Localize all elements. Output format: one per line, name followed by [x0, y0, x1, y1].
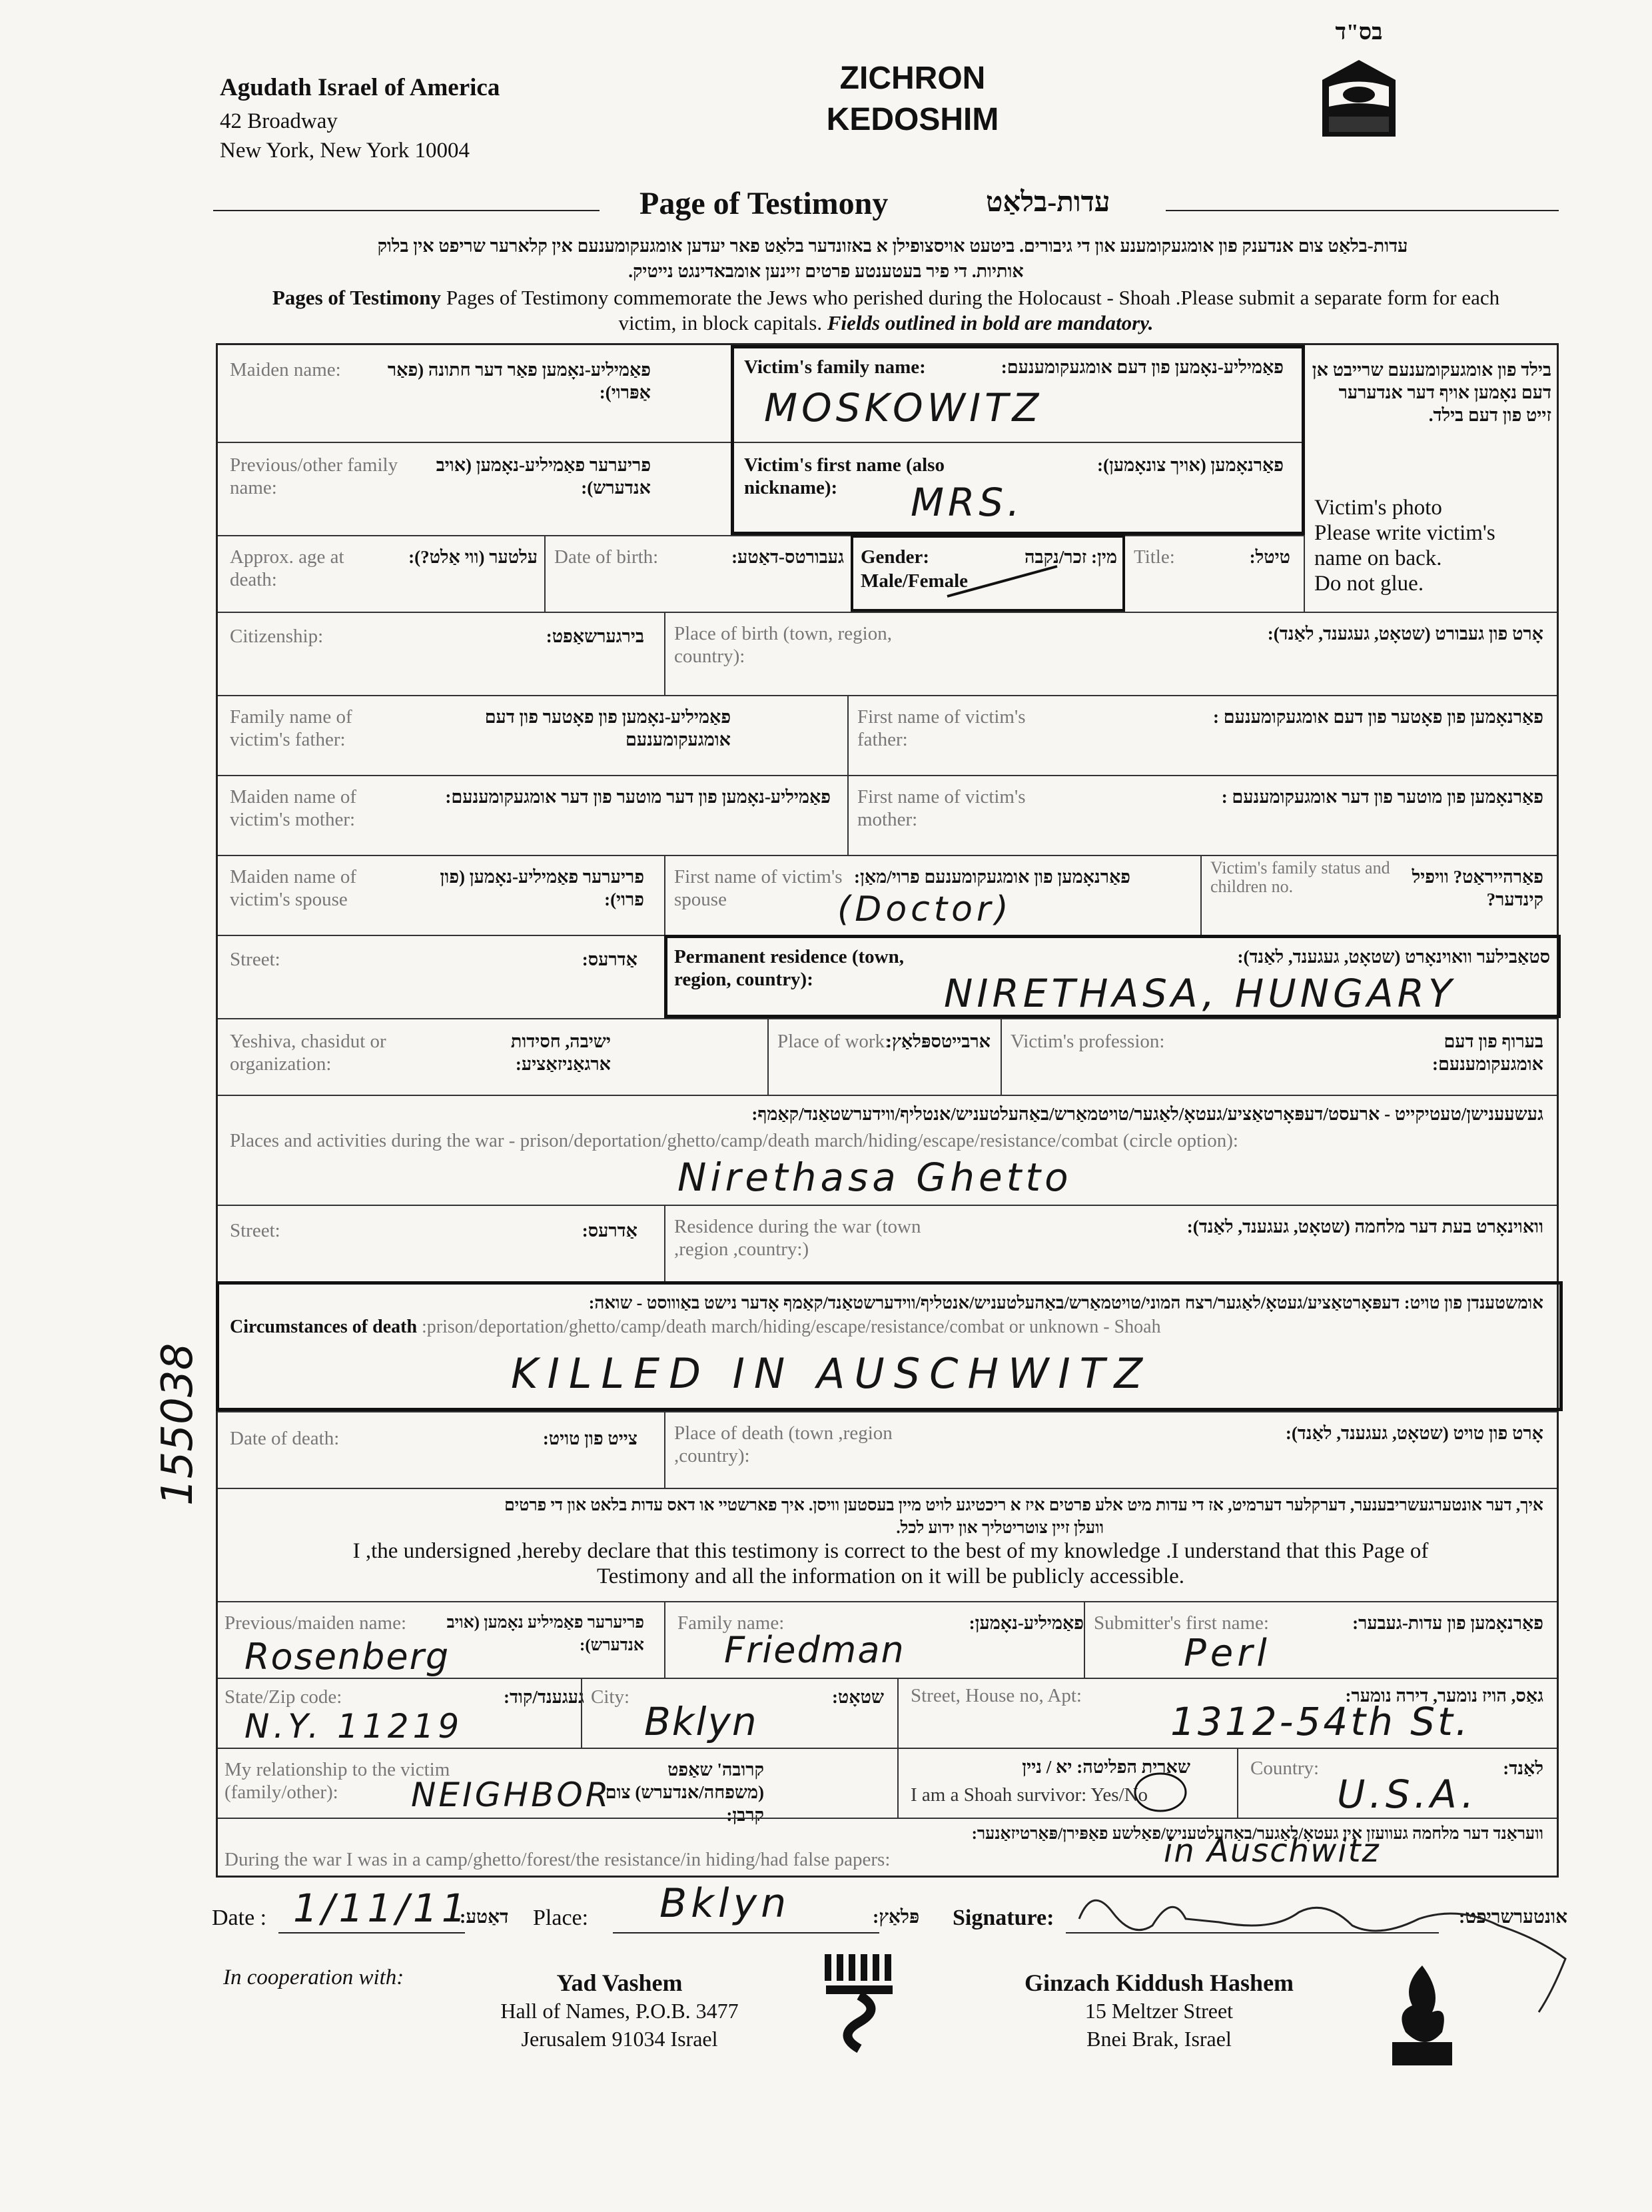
- yad-vashem-block: [466, 1969, 773, 2053]
- yv-addr1: Hall of Names, P.O.B. 3477: [500, 1999, 739, 2023]
- country-value[interactable]: U.S.A.: [1337, 1772, 1478, 1817]
- place-value[interactable]: Bklyn: [659, 1880, 791, 1927]
- status-label: Victim's family status and children no.: [1210, 858, 1390, 896]
- place-underline: [613, 1932, 879, 1934]
- city-label: City:: [591, 1686, 630, 1708]
- photo-cell[interactable]: [1304, 345, 1561, 612]
- row-declaration: [218, 1488, 1557, 1601]
- country-label-he: לאַנד:: [1503, 1758, 1543, 1778]
- mandatory-name-box: [731, 345, 1305, 535]
- street-label: Street:: [230, 949, 280, 970]
- mandatory-residence-box: [664, 935, 1561, 1018]
- row-submitter-address: [218, 1678, 1557, 1748]
- declaration-he-1: איך, דער אונטערגעשריבענער, דערקלער דערמיט, אז די עדות מיט אלע פרטים איז א ריכטיגע לויט מיין בעסטען וויסן. איך פארשטיי או דאס עדות בלאט און די פרטים: [504, 1496, 1543, 1514]
- family-name-label: Victim's family name:: [744, 356, 926, 378]
- row-mother: [218, 775, 1557, 855]
- signature-label-he: אונטערשריפט:: [1459, 1907, 1568, 1928]
- work-label-he: ארבייטספּלאַץ:: [885, 1031, 991, 1051]
- dob-label-he: געבורטס-דאַטע:: [731, 547, 844, 567]
- org-address-line1: 42 Broadway: [220, 109, 338, 133]
- death-circ-label: Circumstances of death :prison/deportation/ghetto/camp/death march/hiding/escape/resistance/combat or unknown - Shoah: [230, 1317, 1161, 1337]
- spouse-first-value[interactable]: (Doctor): [837, 889, 1013, 929]
- war-places-value[interactable]: Nirethasa Ghetto: [677, 1155, 1072, 1200]
- profession-label-he: בערוף פון דעם אומגעקומענעם:: [1432, 1031, 1543, 1074]
- state-label: State/Zip code:: [224, 1686, 342, 1708]
- intro-yiddish-1: עדות-בלאַט צום אנדענק פון אומגעקומענע און די גיבורים. ביטעט אויסצופילן א באזונדער בלאַט פאר יעדען אומגעקומענעם אין קלארער שריפט אין בלוק: [377, 236, 1408, 256]
- war-places-label-he: געשעענישן/טעטיקייט - ארעסט/דעפּאָרטאַציע/געטאָ/לאַגער/טויטמאַרש/באַהעלטעניש/אנטליף/ווידערשטאַנד/קאַמף:: [751, 1104, 1543, 1124]
- ginzach-block: [986, 1969, 1332, 2053]
- maiden-name-label: Maiden name:: [230, 359, 341, 380]
- mother-maiden-label: Maiden name of victim's mother:: [230, 786, 357, 830]
- place-label: Place:: [533, 1906, 589, 1930]
- pob-label: Place of birth (town, region, country):: [674, 623, 892, 667]
- title-rule-left: [213, 210, 600, 211]
- bsd-mark: בס"ד: [1335, 20, 1383, 45]
- intro-yiddish-2: אותיות. די פיר בעטענטע פרטים זיינען אומבאדינגט נייטיק.: [628, 261, 1024, 281]
- pod-label: Place of death (town ,region ,country):: [674, 1422, 893, 1466]
- pod-label-he: אָרט פון טויט (שטאָט, געגענד, לאַנד):: [1285, 1423, 1543, 1443]
- death-circ-label-he: אומשטענדן פון טויט: דעפּאָרטאַציע/געטאָ/לאַגער/רצח המוני/טויטמאַרש/באַהעלטעניש/אנטליף/ווידערשטאַנד/קאַמף אָדער נישט באַוווסט - שואה:: [588, 1293, 1543, 1313]
- agudath-logo-icon: [1316, 53, 1402, 147]
- war-was-value[interactable]: in Auschwitz: [1164, 1832, 1380, 1870]
- house-value[interactable]: 1312-54th St.: [1170, 1699, 1471, 1744]
- row-citizenship: [218, 612, 1557, 695]
- sub-first-value[interactable]: Perl: [1184, 1632, 1271, 1675]
- residence-label: Permanent residence (town, region, country):: [674, 946, 904, 990]
- spouse-first-label-he: פאַרנאָמען פון אומגעקומענעם פרוי/מאַן:: [854, 867, 1130, 887]
- declaration-en: I ,the undersigned ,hereby declare that this testimony is correct to the best of my knowledge .I understand that this Page of Testimony and all the information on it will be publicly accessible.: [352, 1539, 1429, 1588]
- prev-family-label-he: פריערער פאַמיליע-נאָמען (אויב אנדערש):: [436, 455, 651, 498]
- row-age-gender: [218, 535, 1304, 612]
- gender-options[interactable]: Male/Female: [861, 570, 969, 592]
- intro-english-2: victim, in block capitals. Fields outlined in bold are mandatory.: [618, 311, 1154, 334]
- father-family-label: Family name of victim's father:: [230, 706, 352, 750]
- survivor-label[interactable]: I am a Shoah survivor: Yes/No: [911, 1784, 1148, 1806]
- side-number: 155038: [153, 1343, 203, 1506]
- row-war-residence: [218, 1205, 1557, 1281]
- gk-name: Ginzach Kiddush Hashem: [1024, 1969, 1294, 1996]
- first-name-label-he: פאַרנאָמען (אויך צונאָמען):: [1097, 455, 1284, 475]
- title-label-he: טיטל:: [1249, 547, 1290, 567]
- state-value[interactable]: N.Y. 11219: [244, 1707, 464, 1746]
- country-label: Country:: [1250, 1758, 1320, 1779]
- row-submitter-name: [218, 1601, 1557, 1678]
- house-label-he: גאַס, הויז נומער, דירה נומער:: [1345, 1686, 1543, 1706]
- war-was-label: During the war I was in a camp/ghetto/forest/the resistance/in hiding/had false papers:: [224, 1849, 891, 1870]
- cooperation-label: In cooperation with:: [223, 1965, 404, 1989]
- city-label-he: שטאָט:: [831, 1687, 884, 1707]
- sub-prev-label-he: פריערער פאַמיליע נאָמען (אויב אנדערש):: [446, 1614, 644, 1654]
- page-title-en: Page of Testimony: [639, 186, 889, 221]
- row-relationship: [218, 1748, 1557, 1825]
- gk-addr1: 15 Meltzer Street: [1084, 1999, 1234, 2023]
- yeshiva-label: Yeshiva, chasidut or organization:: [230, 1031, 386, 1075]
- survivor-circle-mark: [1130, 1769, 1190, 1816]
- mandatory-death-box: [216, 1281, 1563, 1411]
- date-value[interactable]: 1/11/11: [293, 1886, 470, 1931]
- war-street-label-he: אַדרעס:: [582, 1221, 637, 1241]
- war-street-label: Street:: [230, 1220, 280, 1241]
- first-name-label: Victim's first name (also nickname):: [744, 454, 945, 498]
- family-name-value[interactable]: MOSKOWITZ: [764, 385, 1043, 430]
- photo-instruction-he: בילד פון אומגעקומענעם שרייבט אן דעם נאָמען אויף דער אנדערער זייט פון דעם בילד.: [1312, 360, 1551, 425]
- photo-instruction-en: Victim's photo Please write victim's name on back. Do not glue.: [1314, 496, 1495, 596]
- prev-family-label: Previous/other family name:: [230, 454, 398, 498]
- gender-label: Gender:: [861, 546, 930, 568]
- gk-addr2: Bnei Brak, Israel: [1086, 2027, 1232, 2051]
- survivor-label-he: שארית הפליטה: יא / ניין: [1022, 1757, 1190, 1777]
- org-name: Agudath Israel of America: [220, 74, 500, 101]
- work-label: Place of work:: [777, 1031, 891, 1052]
- row-during-war: [218, 1818, 1557, 1880]
- maiden-name-label-he: פאַמיליע-נאָמען פאַר דער חתונה (פאַר אַפּרוי):: [387, 360, 651, 402]
- mother-maiden-label-he: פאַמיליע-נאָמען פון דער מוטער פון דער אומגעקומענעם:: [445, 787, 831, 807]
- profession-label: Victim's profession:: [1011, 1031, 1165, 1052]
- relation-label-he: קרובה' שאַפט (משפחה/אנדערש) צום קרבן:: [605, 1760, 764, 1825]
- sub-family-label-he: פאַמיליע-נאָמען:: [969, 1613, 1084, 1633]
- declaration-he-2: וועלן זיין צוטריטליך און ידוע לכל.: [896, 1519, 1104, 1537]
- dod-label-he: צייט פון טויט:: [542, 1428, 637, 1448]
- intro-english-1: Pages of Testimony Pages of Testimony commemorate the Jews who perished during the Holocaust - Shoah .Please submit a separate form for each: [272, 286, 1500, 309]
- yeshiva-label-he: ישיבה, חסידות ארגאַניזאַציע:: [510, 1031, 611, 1074]
- title-line2: KEDOSHIM: [826, 102, 999, 137]
- title-label: Title:: [1134, 546, 1175, 568]
- spouse-maiden-label-he: פריערער פאַמיליע-נאָמען (פון פרוי):: [440, 867, 644, 909]
- row-death-date: [218, 1411, 1557, 1488]
- row-war-places: [218, 1095, 1557, 1205]
- signature-label: Signature:: [953, 1906, 1054, 1930]
- first-name-value[interactable]: MRS.: [911, 480, 1024, 525]
- date-label: Date :: [212, 1906, 267, 1930]
- row-father: [218, 695, 1557, 775]
- war-places-label: Places and activities during the war - prison/deportation/ghetto/camp/death march/hiding/escape/resistance/combat (circle option):: [230, 1130, 1238, 1151]
- ginzach-flame-logo-icon: [1386, 1959, 1459, 2072]
- spouse-first-label: First name of victim's spouse: [674, 866, 843, 910]
- yv-addr2: Jerusalem 91034 Israel: [521, 2027, 718, 2051]
- mother-first-label: First name of victim's mother:: [857, 786, 1026, 830]
- war-residence-label: Residence during the war (town ,region ,country:): [674, 1216, 921, 1260]
- relation-value[interactable]: NEIGHBOR: [411, 1776, 612, 1814]
- mother-first-label-he: פאַרנאָמען פון מוטער פון דער אומגעקומענעם :: [1221, 787, 1543, 807]
- street-label-he: אַדרעס:: [582, 949, 637, 969]
- pob-label-he: אָרט פון געבורט (שטאָט, געגענד, לאַנד):: [1267, 624, 1543, 644]
- relation-label: My relationship to the victim (family/other):: [224, 1759, 450, 1803]
- residence-label-he: סטאַבילער וואוינאָרט (שטאָט, געגענד, לאַנד):: [1237, 947, 1550, 967]
- city-value[interactable]: Bklyn: [644, 1699, 758, 1744]
- sub-prev-label: Previous/maiden name:: [224, 1612, 407, 1634]
- state-label-he: געגענד/קוד:: [504, 1687, 584, 1707]
- dob-label: Date of birth:: [554, 546, 659, 568]
- date-underline: [278, 1932, 465, 1934]
- gender-label-he: מין: זכר/נקבה: [1025, 547, 1117, 567]
- yv-name: Yad Vashem: [556, 1969, 683, 1996]
- residence-value[interactable]: NIRETHASA, HUNGARY: [944, 971, 1456, 1016]
- father-first-label: First name of victim's father:: [857, 706, 1026, 750]
- father-family-label-he: פאַמיליע-נאָמען פון פאָטער פון דעם אומגעקומענעם: [484, 707, 731, 750]
- citizenship-label-he: בירגערשאַפט:: [546, 626, 644, 646]
- death-circ-value[interactable]: KILLED IN AUSCHWITZ: [511, 1349, 1152, 1398]
- spouse-maiden-label: Maiden name of victim's spouse: [230, 866, 357, 910]
- title-rule-right: [1166, 210, 1559, 211]
- dod-label: Date of death:: [230, 1428, 340, 1449]
- father-first-label-he: פאַרנאָמען פון פאָטער פון דעם אומגעקומענעם :: [1213, 707, 1543, 727]
- sub-first-label-he: פאַרנאָמען פון עדות-געבער:: [1352, 1613, 1543, 1633]
- testimony-form: [216, 343, 1559, 1878]
- mandatory-gender-box: [851, 535, 1125, 612]
- war-was-label-he: וועראַנד דער מלחמה געוועזן אין געטאָ/לאַגער/באַהעלטעניש/פאַלשע פאַפּירן/פּאַרטיזאַנער:: [971, 1825, 1543, 1843]
- title-line1: ZICHRON: [839, 61, 986, 96]
- war-residence-label-he: וואוינאָרט בעת דער מלחמה (שטאָט, געגענד, לאַנד):: [1186, 1217, 1543, 1237]
- sub-family-value[interactable]: Friedman: [724, 1629, 905, 1671]
- sub-first-label: Submitter's first name:: [1094, 1612, 1269, 1634]
- family-name-label-he: פאַמיליע-נאָמען פון דעם אומגעקומענעם:: [1001, 357, 1284, 377]
- page-title-he: עדות-בלאַט: [986, 187, 1110, 218]
- row-occupation: [218, 1018, 1557, 1095]
- status-label-he: פאַרהייראַט? וויפיל קינדער?: [1412, 867, 1543, 909]
- place-label-he: פּלאַץ:: [873, 1907, 920, 1928]
- sub-family-label: Family name:: [677, 1612, 785, 1634]
- house-label: Street, House no, Apt:: [911, 1685, 1082, 1706]
- row-spouse: [218, 855, 1557, 935]
- citizenship-label: Citizenship:: [230, 626, 324, 647]
- yad-vashem-logo-icon: [819, 1949, 899, 2055]
- age-label-he: עלטער (ווי אַלט?):: [408, 547, 538, 567]
- org-address-line2: New York, New York 10004: [220, 139, 470, 163]
- age-label: Approx. age at death:: [230, 546, 344, 590]
- sub-prev-value[interactable]: Rosenberg: [244, 1636, 450, 1678]
- date-label-he: דאַטע:: [460, 1907, 509, 1928]
